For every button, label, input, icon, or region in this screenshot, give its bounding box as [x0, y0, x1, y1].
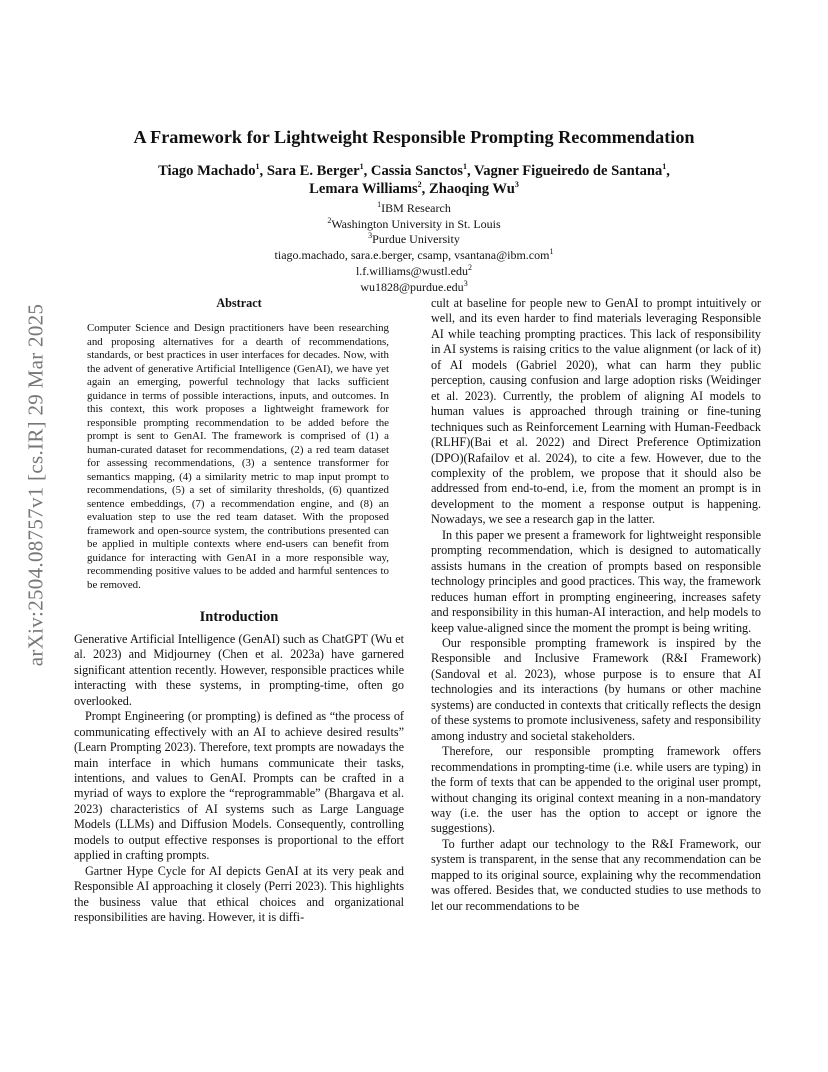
author-affiliation-mark: 1 [462, 162, 467, 172]
author-separator: , [466, 163, 475, 179]
introduction-heading: Introduction [199, 609, 279, 626]
email-line [60, 248, 768, 264]
author-separator: , [421, 181, 429, 197]
author-name: Lemara Williams [309, 181, 418, 197]
body-paragraph: cult at baseline for people new to GenAI to prompt intuitively or well, and its even harder to find materials leveraging Responsible AI while teaching prompting practices. This lack of responsibility in AI systems is raising critics to the value alignment (or lack of it) of AI models (Gabriel 2020), what can harm they public perception, causing confusion and large adoption risks (Weidinger et al. 2023). Currently, the problem of aligning AI models to human values is approached through training or fine-tuning techniques such as Reinforcement Learning with Human-Feedback (RLHF)(Bai et al. 2022) and Direct Preference Optimization (DPO)(Rafailov et al. 2024), to cite a few. However, due to the complexity of the problem, we propose that it should also be addressed from end-to-end, i.e, from the moment an prompt is in development to the moment a response output is happening. Nowadays, we see a research gap in the latter. [431, 296, 761, 527]
affiliation-text: IBM Research [381, 201, 451, 215]
email-mark: 3 [463, 278, 468, 288]
email-mark: 2 [468, 262, 473, 272]
author-name: Vagner Figueiredo de Santana [474, 163, 663, 179]
body-paragraph: Our responsible prompting framework is inspired by the Responsible and Inclusive Framework (R&I Framework) (Sandoval et al. 2023), whose purpose is to ensure that AI technologies and its interactions (by humans or other machine systems) are conducted in contexts that critically reflects the design of these systems to promote inclusiveness, safety and responsibility among industry and societal stakeholders. [431, 635, 761, 743]
author-affiliation-mark: 1 [662, 162, 667, 172]
affiliation-line [60, 201, 768, 217]
arxiv-identifier-sidebar [22, 290, 50, 680]
email-line [60, 264, 768, 280]
arxiv-id-text: arXiv:2504.08757v1 [cs.IR] 29 Mar 2025 [23, 303, 48, 667]
abstract-heading: Abstract [216, 296, 262, 310]
author-separator: , [259, 163, 267, 179]
email-line [60, 280, 768, 296]
body-paragraph: Prompt Engineering (or prompting) is defined as “the process of communicating effectively with an AI to achieve desired results” (Learn Prompting 2023). Therefore, text prompts are nowadays the main interface in which humans communicate their tasks, intentions, and values to GenAI. Prompts can be crafted in a myriad of ways to explore the “reprogrammable” (Bhargava et al. 2023) characteristics of AI systems such as Large Language Models (LLMs) and Diffusion Models. Consequently, controlling models to output effective responses is proportional to the effort applied in crafting prompts. [74, 709, 404, 863]
author-list [60, 162, 768, 198]
author-name: Zhaoqing Wu [428, 181, 515, 197]
author-affiliation-mark: 2 [417, 180, 422, 190]
abstract-text: Computer Science and Design practitioners have been researching and proposing alternatives for a dearth of recommendations, standards, or best practices in user interfaces for decades. Now, with the advent of generative Artificial Intelligence (GenAI), we have yet again an emerging, powerful technology that lacks sufficient guidance in terms of possible interactions, inputs, and outcomes. In this context, this work proposes a lightweight framework for responsible prompting recommendation to be added before the prompt is sent to GenAI. The framework is comprised of (1) a human-curated dataset for recommendations, (2) a red team dataset for assessing recommendations, (3) a sentence transformer for semantics mapping, (4) a similarity metric to map input prompt to recommendations, (5) a set of similarity thresholds, (6) quantized sentence embeddings, (7) a recommendation engine, and (8) an evaluation step to use the red team dataset. With the proposed framework and open-source system, the contributions presented can be applied in multiple contexts where end-users can benefit from guidance for interacting with GenAI in a more responsible way, recommending positive values to be added and harmful sentences to be removed. [87, 322, 389, 591]
body-paragraph: To further adapt our technology to the R&I Framework, our system is transparent, in the sense that any recommendation can be mapped to its original source, explaining why the recommendation was offered. Besides that, we conducted studies to use methods to let our recommendations to be [431, 836, 761, 913]
email-text: wu1828@purdue.edu [360, 279, 464, 294]
affiliation-text: Purdue University [372, 232, 460, 247]
affiliation-line [60, 232, 768, 248]
affiliation-mark: 1 [377, 200, 382, 209]
affiliation-text: Washington University in St. Louis [331, 216, 501, 231]
affiliation-line [60, 217, 768, 233]
email-mark: 1 [549, 247, 554, 257]
body-paragraph: Therefore, our responsible prompting framework offers recommendations in prompting-time (i.e. while users are typing) in the form of texts that can be appended to the original user prompt, without changing its original context meaning in a non-mandatory way (i.e. the user has the option to accept or ignore the suggestions). [431, 744, 761, 836]
author-affiliation-mark: 1 [255, 162, 260, 172]
author-name: Sara E. Berger [266, 163, 360, 179]
author-separator: , [666, 163, 670, 179]
affiliation-mark: 3 [368, 231, 373, 241]
author-separator: , [363, 163, 371, 179]
right-column [431, 296, 761, 914]
affiliation-mark: 2 [327, 215, 332, 225]
email-text: l.f.williams@wustl.edu [355, 263, 469, 278]
left-column [74, 296, 404, 926]
email-text: tiago.machado, sara.e.berger, csamp, vsantana@ibm.com [274, 248, 550, 263]
body-paragraph: Generative Artificial Intelligence (GenAI) such as ChatGPT (Wu et al. 2023) and Midjourney (Chen et al. 2023a) have garnered significant attention recently. However, responsible practices while interacting with these systems, in prompting-time, often go overlooked. [74, 631, 404, 708]
body-paragraph: In this paper we present a framework for lightweight responsible prompting recommendation, which is designed to automatically assists humans in the creation of prompts based on responsible technology principles and good practices. This way, the framework reduces human effort in prompting engineering, increases safety and responsibility in this human-AI interaction, and help models to keep value-aligned since the moment the prompt is being writing. [431, 527, 761, 635]
affiliation-block [60, 201, 768, 295]
author-affiliation-mark: 3 [514, 180, 519, 190]
paper-title: A Framework for Lightweight Responsible Prompting Recommendation [133, 127, 695, 147]
body-paragraph: Gartner Hype Cycle for AI depicts GenAI at its very peak and Responsible AI approaching it closely (Perri 2023). This highlights the business value that ethical choices and organizational responsibilities are having. However, it is diffi- [74, 863, 404, 925]
author-name: Cassia Sanctos [370, 163, 463, 179]
author-name: Tiago Machado [158, 163, 256, 179]
author-affiliation-mark: 1 [359, 162, 364, 172]
